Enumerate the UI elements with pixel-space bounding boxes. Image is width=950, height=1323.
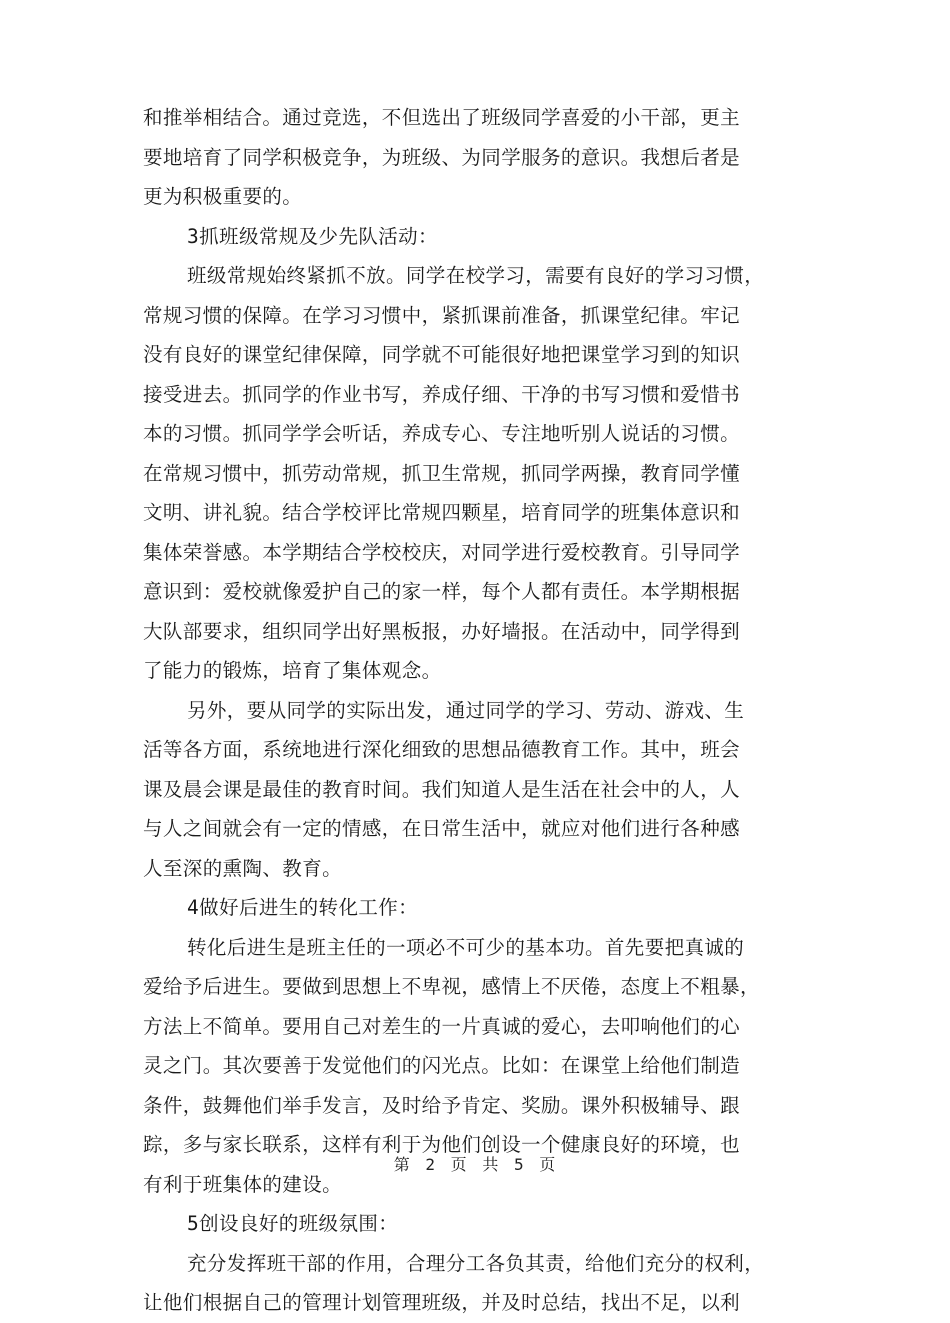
footer-prefix: 第	[393, 1155, 411, 1174]
text-line: 和推举相结合。通过竞选，不但选出了班级同学喜爱的小干部，更主	[143, 106, 741, 129]
text-line: 与人之间就会有一定的情感，在日常生活中，就应对他们进行各种感	[143, 817, 741, 840]
footer-suffix: 页	[539, 1155, 557, 1174]
text-line: 意识到：爱校就像爱护自己的家一样，每个人都有责任。本学期根据	[143, 580, 741, 603]
text-line: 3抓班级常规及少先队活动：	[187, 224, 438, 248]
document-body	[143, 98, 811, 1323]
text-line: 人至深的熏陶、教育。	[143, 856, 343, 880]
text-line: 爱给予后进生。要做到思想上不卑视，感情上不厌倦，态度上不粗暴，	[143, 975, 760, 998]
text-line: 本的习惯。抓同学学会听话，养成专心、专注地听别人说话的习惯。	[143, 422, 741, 445]
text-line: 让他们根据自己的管理计划管理班级，并及时总结，找出不足，以利	[143, 1291, 741, 1314]
text-line: 活等各方面，系统地进行深化细致的思想品德教育工作。其中，班会	[143, 738, 741, 761]
text-line: 没有良好的课堂纪律保障，同学就不可能很好地把课堂学习到的知识	[143, 343, 741, 366]
footer-page-word: 页	[450, 1155, 468, 1174]
text-line: 集体荣誉感。本学期结合学校校庆，对同学进行爱校教育。引导同学	[143, 540, 741, 564]
text-line: 课及晨会课是最佳的教育时间。我们知道人是生活在社会中的人，人	[143, 777, 741, 801]
text-line: 文明、讲礼貌。结合学校评比常规四颗星，培育同学的班集体意识和	[143, 501, 741, 524]
text-line: 另外，要从同学的实际出发，通过同学的学习、劳动、游戏、生	[187, 698, 745, 722]
text-line: 要地培育了同学积极竞争，为班级、为同学服务的意识。我想后者是	[143, 145, 741, 169]
text-line: 5创设良好的班级氛围：	[187, 1212, 399, 1235]
text-line: 了能力的锻炼，培育了集体观念。	[143, 659, 442, 682]
footer-total-prefix: 共	[482, 1155, 500, 1174]
text-line: 接受进去。抓同学的作业书写，养成仔细、干净的书写习惯和爱惜书	[143, 382, 741, 406]
text-line: 充分发挥班干部的作用，合理分工各负其责，给他们充分的权利，	[187, 1251, 765, 1275]
text-line: 方法上不简单。要用自己对差生的一片真诚的爱心，去叩响他们的心	[143, 1014, 741, 1038]
current-page-number: 2	[425, 1155, 437, 1174]
text-line: 大队部要求，组织同学出好黑板报，办好墙报。在活动中，同学得到	[143, 619, 741, 643]
page-footer	[0, 1152, 950, 1175]
text-line: 灵之门。其次要善于发觉他们的闪光点。比如：在课堂上给他们制造	[143, 1054, 741, 1077]
text-line: 更为积极重要的。	[143, 185, 303, 208]
text-line: 踪，多与家长联系，这样有利于为他们创设一个健康良好的环境，也	[143, 1133, 741, 1156]
text-line: 4做好后进生的转化工作：	[187, 896, 419, 919]
text-line: 常规习惯的保障。在学习习惯中，紧抓课前准备，抓课堂纪律。牢记	[143, 303, 741, 327]
text-line: 转化后进生是班主任的一项必不可少的基本功。首先要把真诚的	[187, 935, 745, 959]
text-line: 在常规习惯中，抓劳动常规，抓卫生常规，抓同学两操，教育同学懂	[143, 461, 741, 485]
text-line: 班级常规始终紧抓不放。同学在校学习，需要有良好的学习习惯，	[187, 264, 765, 287]
total-pages-number: 5	[513, 1155, 525, 1174]
text-line: 条件，鼓舞他们举手发言，及时给予肯定、奖励。课外积极辅导、跟	[143, 1093, 741, 1117]
text-line: 有利于班集体的建设。	[143, 1172, 343, 1196]
